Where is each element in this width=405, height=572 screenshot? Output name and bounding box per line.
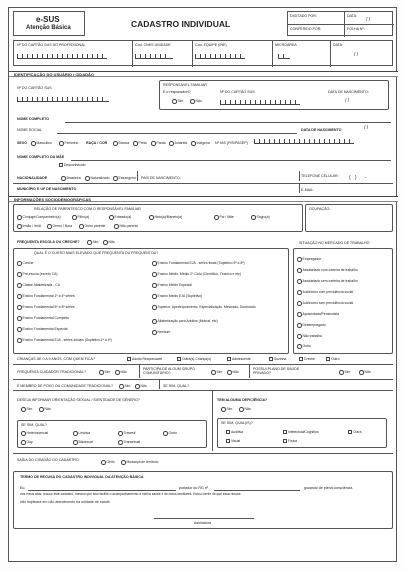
cnes-label: Cód. CNES UNIDADE (135, 43, 171, 47)
termo-assinatura-line[interactable] (154, 518, 254, 519)
def-qual-label: SE SIM, QUAL(IS)? (221, 421, 253, 425)
resp-familiar-box (159, 80, 389, 110)
curso-9[interactable]: Ensino Fundamental EJA - séries finais (Supletivo 5ª a 8ª) (152, 261, 245, 266)
microarea-label: MICROÁREA (275, 43, 297, 47)
curso-3[interactable]: Classe Alfabetizada - CA (17, 283, 60, 288)
genero-5[interactable]: Gay (21, 440, 33, 445)
saida-label: SAÍDA DO CIDADÃO DO CADASTRO: (17, 458, 80, 462)
nome-social-label: NOME SOCIAL (17, 128, 42, 132)
genero-6[interactable]: Bissexual (73, 440, 93, 445)
logo-box (13, 11, 85, 36)
digitado-por-label: DIGITADO POR: (290, 14, 317, 18)
mercado-3[interactable]: Assalariado sem carteira de trabalho (297, 279, 358, 284)
email-label: E-MAIL: (301, 188, 314, 192)
ocupacao-label: OCUPAÇÃO: (309, 207, 331, 211)
data-nasc-resp-label: DATA DE NASCIMENTO: (328, 90, 369, 94)
def-1[interactable]: Auditiva (226, 430, 243, 435)
rel-nao-parente[interactable]: Não parente (114, 224, 138, 229)
data-row1-mask[interactable]: / / (354, 52, 359, 58)
cuidador-label: FREQUENTA CUIDADOR TRADICIONAL? (17, 370, 86, 374)
termo-box (13, 471, 393, 529)
plano-sim[interactable]: Sim (339, 370, 350, 375)
curso-11[interactable]: Ensino Médio Especial (152, 283, 192, 288)
crianca-creche[interactable]: Creche (299, 357, 315, 362)
deficiencia-box (217, 418, 387, 448)
resp-nao-option[interactable]: Não (190, 99, 202, 104)
microarea-input[interactable] (278, 54, 290, 59)
mercado-label: SITUAÇÃO NO MERCADO DE TRABALHO (299, 241, 370, 245)
plano-nao[interactable]: Não (359, 370, 371, 375)
curso-label: QUAL É O CURSO MAIS ELEVADO QUE FREQUENTA OU FREQUENTOU? (34, 251, 159, 255)
nac-naturalizado[interactable]: Naturalizado (85, 176, 110, 181)
sexo-feminino[interactable]: Feminino (59, 141, 78, 146)
def-3[interactable]: Outra (348, 430, 361, 435)
logo-subtitle: Atenção Básica (26, 25, 71, 31)
pais-nasc-label: PAÍS DE NASCIMENTO: (141, 176, 181, 180)
equipe-label: Cód. EQUIPE (INE) (195, 43, 227, 47)
raca-branca[interactable]: Branca (113, 141, 129, 146)
povo-sim[interactable]: Sim (119, 384, 130, 389)
raca-preta[interactable]: Preta (133, 141, 147, 146)
termo-gozando: gozando de plena consciência (304, 486, 353, 490)
cartao-resp-input[interactable] (220, 100, 300, 105)
povo-label: É MEMBRO DE POVO OU COMUNIDADE TRADICIONAL? (17, 384, 113, 388)
ident-section-title: IDENTIFICAÇÃO DO USUÁRIO / CIDADÃO (9, 71, 398, 77)
data-nasc-resp-mask[interactable]: / / (345, 98, 350, 104)
deficiencia-nao[interactable]: Não (239, 407, 251, 412)
mercado-4[interactable]: Autônomo com previdência social (297, 290, 353, 295)
rel-outro-parente[interactable]: Outro parente (79, 224, 105, 229)
saida-mudanca[interactable]: Mudança de território (121, 460, 159, 465)
cartao-resp-label: Nº DO CARTÃO SUS (220, 90, 255, 94)
cuidador-nao[interactable]: Não (115, 370, 127, 375)
socio-section-title: INFORMAÇÕES SOCIODEMOGRÁFICAS (9, 196, 398, 202)
raca-label: RAÇA / COR (86, 141, 108, 145)
rel-enteado[interactable]: Enteado(a) (109, 215, 131, 220)
termo-assinatura-label: Assinatura (194, 521, 211, 525)
mercado-1[interactable]: Empregador (297, 257, 321, 262)
nome-mae-input[interactable] (71, 160, 391, 161)
rel-filho[interactable]: Filho(a) (72, 215, 89, 220)
curso-7[interactable]: Ensino Fundamental Especial (17, 327, 67, 332)
raca-indigena[interactable]: Indígena (191, 141, 210, 146)
crianca-sozinha[interactable]: Sozinha (269, 357, 286, 362)
orientacao-nao[interactable]: Não (39, 407, 51, 412)
nac-estrangeiro[interactable]: Estrangeiro (113, 176, 136, 181)
termo-eu: Eu, (20, 486, 26, 490)
crianca-adulto[interactable]: Adulto Responsável (127, 357, 162, 362)
mercado-7[interactable]: Desempregado (297, 323, 326, 328)
rel-genro[interactable]: Genro / Nora (47, 224, 72, 229)
logo-title: e-SUS (36, 15, 60, 24)
povo-qual-label: SE SIM, QUAL? (163, 384, 189, 388)
curso-10[interactable]: Ensino Médio, Médio 2º Ciclo (Científico, Técnico e etc) (152, 272, 241, 277)
nacionalidade-label: NACIONALIDADE (17, 176, 48, 180)
sexo-label: SEXO (17, 141, 27, 145)
def-2[interactable]: Intelectual/Cognitiva (283, 430, 319, 435)
relacao-box (13, 204, 303, 232)
raca-amarela[interactable]: Amarela (169, 141, 187, 146)
genero-7[interactable]: Transexual (118, 440, 140, 445)
curso-5[interactable]: Ensino Fundamental 5ª a 8ª séries (17, 305, 75, 310)
ocupacao-box[interactable] (305, 204, 393, 232)
genero-4[interactable]: Outro (163, 431, 177, 436)
nome-mae-label: NOME COMPLETO DA MÃE (17, 155, 65, 159)
data-row1-label: DATA: (333, 43, 344, 47)
nome-completo-input[interactable] (65, 122, 391, 123)
nome-completo-label: NOME COMPLETO (17, 117, 50, 121)
curso-4[interactable]: Ensino Fundamental 1ª a 4ª séries (17, 294, 75, 299)
resp-familiar-label: RESPONSÁVEL FAMILIAR (163, 83, 208, 87)
folha-label: FOLHA Nº: (347, 27, 365, 31)
termo-texto1: dos meus atos, recuso este cadastro, mesmo que isso facilite o acompanhamento à minha saúde e de meus familiares. Estou ciente de que essa recusa (20, 492, 241, 496)
termo-nome-input[interactable] (28, 490, 176, 491)
nis-input[interactable] (254, 139, 354, 144)
raca-parda[interactable]: Parda (151, 141, 166, 146)
mercado-5[interactable]: Autônomo sem previdência social (297, 301, 353, 306)
termo-texto2: não implicará em não atendimento na unidade de saúde. (20, 500, 111, 504)
curso-6[interactable]: Ensino Fundamental Completo (17, 316, 69, 321)
mercado-2[interactable]: Assalariado com carteira de trabalho (297, 268, 358, 273)
curso-12[interactable]: Ensino Médio EJA (Supletivo) (152, 294, 202, 299)
participa-nao[interactable]: Não (227, 370, 239, 375)
def-4[interactable]: Visual (226, 439, 240, 444)
termo-rg-input[interactable] (214, 490, 300, 491)
cartao-prof-label: Nº DO CARTÃO SUS DO PROFISSIONAL (17, 43, 86, 47)
orientacao-label: DESEJA INFORMAR ORIENTAÇÃO SEXUAL / IDENTIDADE DE GÊNERO? (17, 398, 140, 402)
freq-escola-label: FREQUENTA ESCOLA OU CRECHE? (17, 240, 80, 244)
telefone-mask[interactable]: ( ) - (349, 175, 367, 181)
rel-conjuge[interactable]: Cônjuge/Companheiro(a) (17, 215, 61, 220)
genero-3[interactable]: Travesti (118, 431, 135, 436)
participa-sim[interactable]: Sim (211, 370, 222, 375)
termo-portador: portador do RG nº (179, 486, 209, 490)
data-nasc-label: DATA DE NASCIMENTO (301, 128, 342, 132)
genero-box (17, 420, 207, 448)
povo-nao[interactable]: Não (135, 384, 147, 389)
data-label: DATA: (347, 14, 358, 18)
participa-label: PARTICIPA DE ALGUM GRUPO COMUNITÁRIO? (143, 367, 195, 376)
mercado-8[interactable]: Não trabalha (297, 334, 322, 339)
saida-obito[interactable]: Óbito (101, 460, 115, 465)
e-resp-label: É o responsável? (163, 90, 191, 94)
municipio-label: MUNICÍPIO E UF DE NASCIMENTO (17, 187, 77, 191)
rel-sogro[interactable]: Sogro(a) (251, 215, 270, 220)
mae-desconhecido[interactable]: Desconhecido (59, 163, 86, 168)
cuidador-sim[interactable]: Sim (99, 370, 110, 375)
rel-neto[interactable]: Neto(a)/Bisneto(a) (149, 215, 182, 220)
telefone-label: TELEFONE CELULAR: (301, 174, 339, 178)
professional-row (13, 40, 393, 66)
def-5[interactable]: Física (283, 439, 297, 444)
equipe-input[interactable] (195, 54, 245, 59)
criancas-label: CRIANÇAS DE 0 A 9 ANOS, COM QUEM FICA? (17, 357, 95, 361)
escola-sim[interactable]: Sim (87, 240, 98, 245)
crianca-adolescente[interactable]: Adolescente (227, 357, 251, 362)
deficiencia-label: TEM ALGUMA DEFICIÊNCIA? (217, 398, 268, 402)
curso-14[interactable]: Alfabetização para Adultos (Mobral, etc) (152, 319, 218, 324)
form-title: CADASTRO INDIVIDUAL (131, 19, 231, 29)
data-nasc-mask[interactable]: / / (364, 125, 369, 131)
curso-2[interactable]: Pré-escola (exceto CA) (17, 272, 58, 277)
nome-social-input[interactable] (57, 133, 297, 134)
curso-box (13, 248, 289, 354)
escola-nao[interactable]: Não (103, 240, 115, 245)
genero-2[interactable]: Lésbica (73, 431, 90, 436)
termo-title: TERMO DE RECUSA DO CADASTRO INDIVIDUAL DA ATENÇÃO BÁSICA (20, 475, 144, 479)
rel-pai-mae[interactable]: Pai / Mãe (214, 215, 234, 220)
plano-label: POSSUI PLANO DE SAÚDE PRIVADO? (253, 367, 300, 376)
nac-brasileira[interactable]: Brasileira (61, 176, 81, 181)
deficiencia-sim[interactable]: Sim (221, 407, 232, 412)
nis-label: Nº NIS (PIS/PASEP) (215, 141, 248, 145)
cartao-sus-label: Nº DO CARTÃO SUS (17, 86, 52, 90)
relacao-label: RELAÇÃO DE PARENTESCO COM O RESPONSÁVEL FAMILIAR (34, 207, 141, 211)
cartao-sus-input[interactable] (17, 97, 109, 102)
form-sheet (8, 7, 397, 562)
header-control-box (287, 11, 393, 36)
resp-sim-option[interactable]: Sim (172, 99, 183, 104)
sexo-masculino[interactable]: Masculino (31, 141, 52, 146)
mercado-9[interactable]: Outro (297, 344, 311, 349)
conferido-por-label: CONFERIDO POR: (290, 27, 322, 31)
mercado-box (293, 248, 393, 354)
cnes-input[interactable] (135, 54, 173, 59)
genero-1[interactable]: Heterossexual (21, 431, 48, 436)
crianca-outro[interactable]: Outro (326, 357, 339, 362)
date-mask[interactable]: / / (366, 17, 371, 23)
mercado-6[interactable]: Aposentado/Pensionista (297, 312, 339, 317)
curso-1[interactable]: Creche (17, 261, 33, 266)
curso-8[interactable]: Ensino Fundamental EJA - séries iniciais (Supletivo 1ª a 4ª) (17, 338, 142, 343)
curso-15[interactable]: Nenhum (152, 330, 170, 335)
orientacao-sim[interactable]: Sim (21, 407, 32, 412)
curso-13[interactable]: Superior, Aperfeiçoamento, Especialização, Mestrado, Doutorado (152, 305, 282, 310)
crianca-outras[interactable]: Outra(s) Criança(s) (177, 357, 211, 362)
cartao-prof-input[interactable] (17, 54, 107, 59)
rel-irmao[interactable]: Irmão / Irmã (17, 224, 41, 229)
genero-qual-label: SE SIM, QUAL? (21, 423, 47, 427)
